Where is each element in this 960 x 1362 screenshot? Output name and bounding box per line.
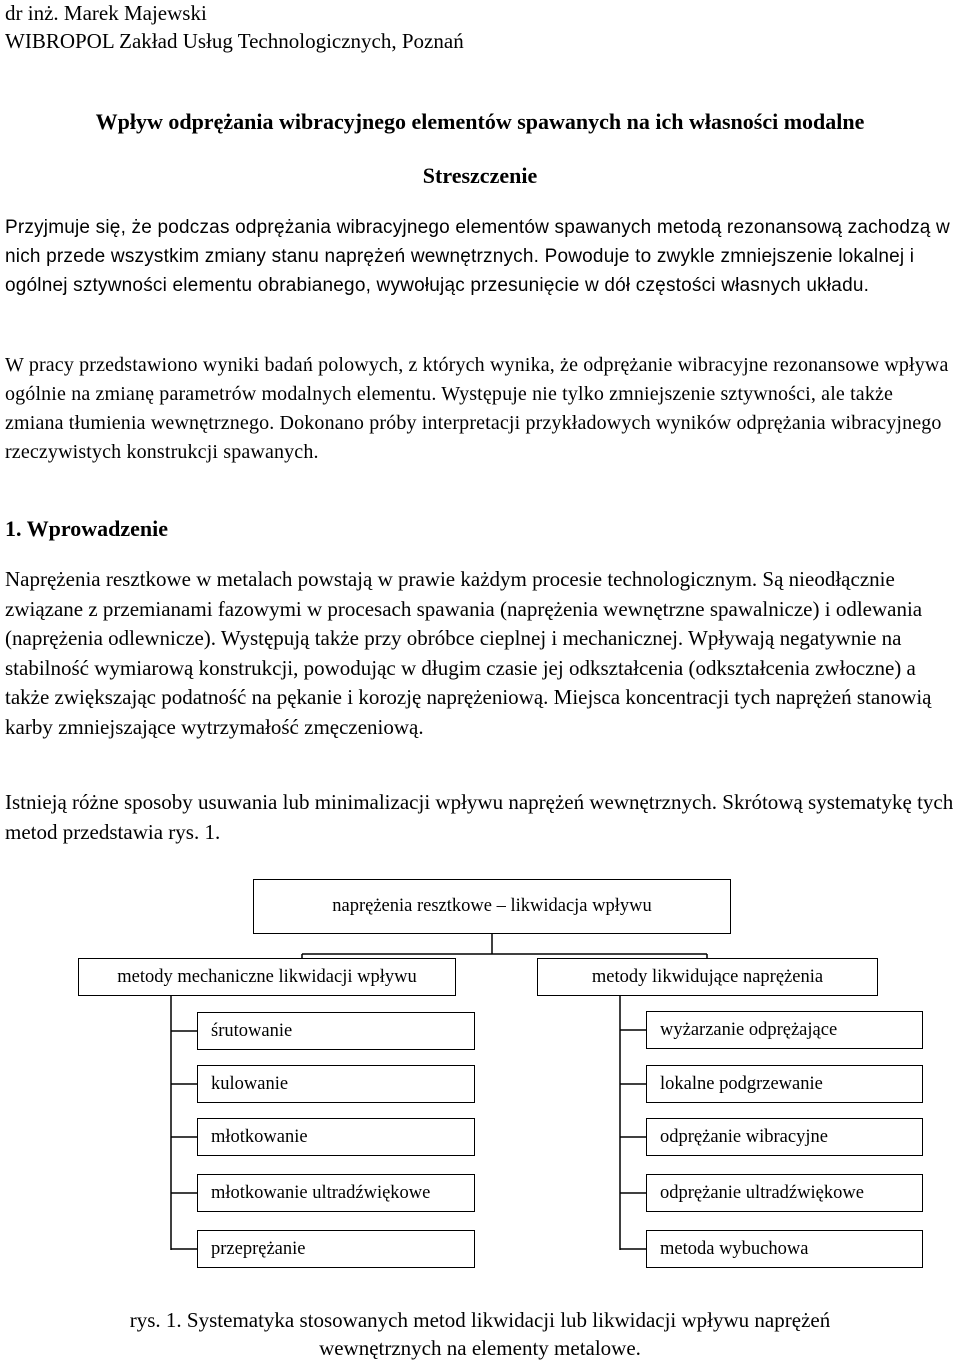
- abstract-heading: Streszczenie: [422, 163, 538, 188]
- diagram-right-item-4: odprężanie ultradźwiękowe: [646, 1174, 923, 1212]
- diagram-left-item-4: młotkowanie ultradźwiękowe: [197, 1174, 475, 1212]
- diagram-left-item-1: śrutowanie: [197, 1012, 475, 1050]
- introduction-paragraph-2: Istnieją różne sposoby usuwania lub minimalizacji wpływu naprężeń wewnętrznych. Skrótową systematykę tych metod przedstawia rys. 1.: [5, 790, 954, 844]
- figure-caption-line-1: rys. 1. Systematyka stosowanych metod likwidacji lub likwidacji wpływu naprężeń: [129, 1308, 831, 1332]
- author-name: dr inż. Marek Majewski: [5, 1, 207, 25]
- diagram-left-item-3: młotkowanie: [197, 1118, 475, 1156]
- introduction-paragraph-1: Naprężenia resztkowe w metalach powstają w prawie każdym procesie technologicznym. Są nieodłącznie związane z przemianami fazowymi w procesach spawania (naprężenia wewnętrzne spawalnicze) i odlewania (naprężenia odlewnicze). Występują także przy obróbce cieplnej i mechanicznej. Wpływają negatywnie na stabilność wymiarową konstrukcji, powodując w długim czasie jej odkształcenia (odkształcenia zwłoczne) a także zwiększając podatność na pękanie i korozję naprężeniową. Miejsca koncentracji tych naprężeń stanowią karby zmniejszające wytrzymałość zmęczeniową.: [5, 567, 932, 739]
- diagram-right-item-1: wyżarzanie odprężające: [646, 1011, 923, 1049]
- diagram-root-box: naprężenia resztkowe – likwidacja wpływu: [253, 879, 731, 934]
- diagram-right-branch-box: metody likwidujące naprężenia: [537, 958, 878, 996]
- section-heading-introduction: 1. Wprowadzenie: [5, 516, 168, 541]
- author-affiliation: WIBROPOL Zakład Usług Technologicznych, Poznań: [5, 29, 464, 53]
- paper-title: Wpływ odprężania wibracyjnego elementów spawanych na ich własności modalne: [95, 109, 865, 134]
- diagram-right-item-3: odprężanie wibracyjne: [646, 1118, 923, 1156]
- diagram-left-item-2: kulowanie: [197, 1065, 475, 1103]
- figure-caption: [0, 1306, 960, 1362]
- abstract-paragraph-2: W pracy przedstawiono wyniki badań polowych, z których wynika, że odprężanie wibracyjne rezonansowe wpływa ogólnie na zmianę parametrów modalnych elementu. Występuje nie tylko zmniejszenie sztywności, ale także zmiana tłumienia wewnętrznego. Dokonano próby interpretacji przykładowych wyników odprężania wibracyjnego rzeczywistych konstrukcji spawanych.: [5, 354, 949, 463]
- diagram-right-item-2: lokalne podgrzewanie: [646, 1065, 923, 1103]
- diagram-left-item-5: przeprężanie: [197, 1230, 475, 1268]
- diagram-left-branch-box: metody mechaniczne likwidacji wpływu: [78, 958, 456, 996]
- abstract-paragraph-1: Przyjmuje się, że podczas odprężania wibracyjnego elementów spawanych metodą rezonansową zachodzą w nich przede wszystkim zmiany stanu naprężeń wewnętrznych. Powoduje to zwykle zmniejszenie lokalnej i ogólnej sztywności elementu obrabianego, wywołując przesunięcie w dół częstości własnych układu.: [5, 217, 950, 296]
- diagram-right-item-5: metoda wybuchowa: [646, 1230, 923, 1268]
- figure-caption-line-2: wewnętrznych na elementy metalowe.: [319, 1336, 641, 1360]
